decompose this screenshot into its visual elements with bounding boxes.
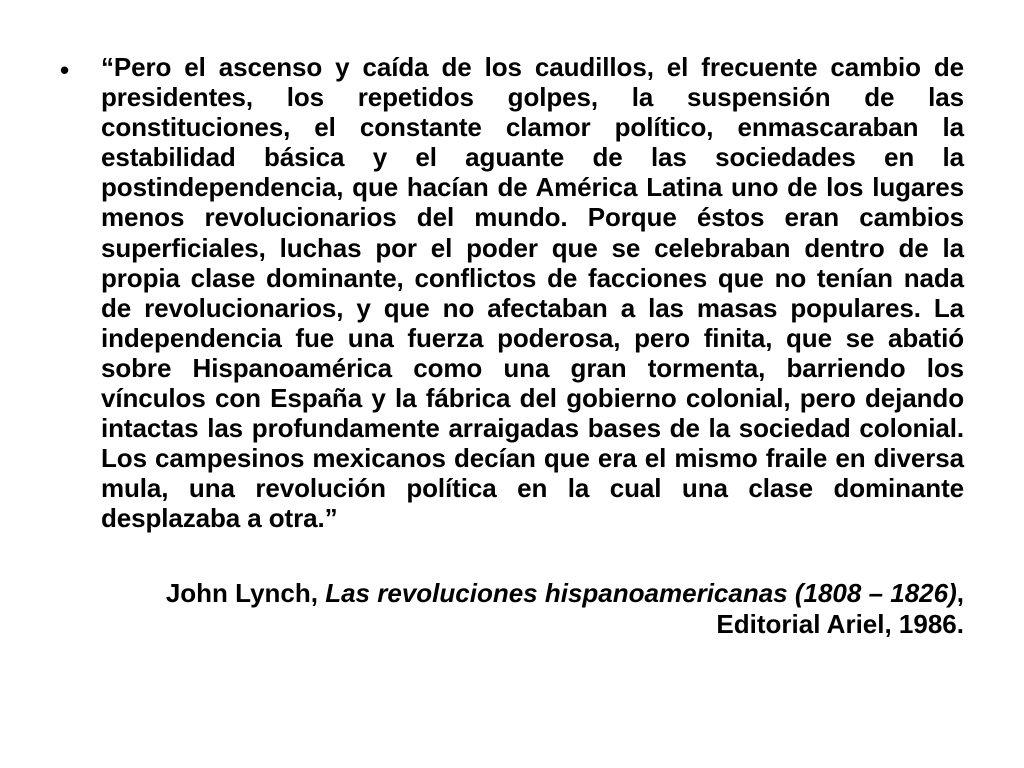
citation [100,578,964,640]
citation-publisher: Editorial Ariel, 1986. [716,609,964,639]
citation-comma: , [956,578,964,608]
citation-author: John Lynch, [165,578,326,608]
quote-text: “Pero el ascenso y caída de los caudillos, el frecuente cambio de presidentes, los repetidos golpes, la suspensión de las constituciones, el constante clamor político, enmascaraban la estabilidad básica y el aguante de las sociedades en la postindependencia, que hacían de América Latina uno de los lugares menos revolucionarios del mundo. Porque éstos eran cambios superficiales, luchas por el poder que se celebraban dentro de la propia clase dominante, conflictos de facciones que no tenían nada de revolucionarios, y que no afectaban a las masas populares. La independencia fue una fuerza poderosa, pero finita, que se abatió sobre Hispanoamérica como una gran tormenta, barriendo los vínculos con España y la fábrica del gobierno colonial, pero dejando intactas las profundamente arraigadas bases de la sociedad colonial. Los campesinos mexicanos decían que era el mismo fraile en diversa mula, una revolución política en la cual una clase dominante desplazaba a otra.” [101,52,964,534]
citation-work-title: Las revoluciones hispanoamericanas (1808 – 1826) [325,578,957,608]
bullet-icon: • [60,55,70,85]
